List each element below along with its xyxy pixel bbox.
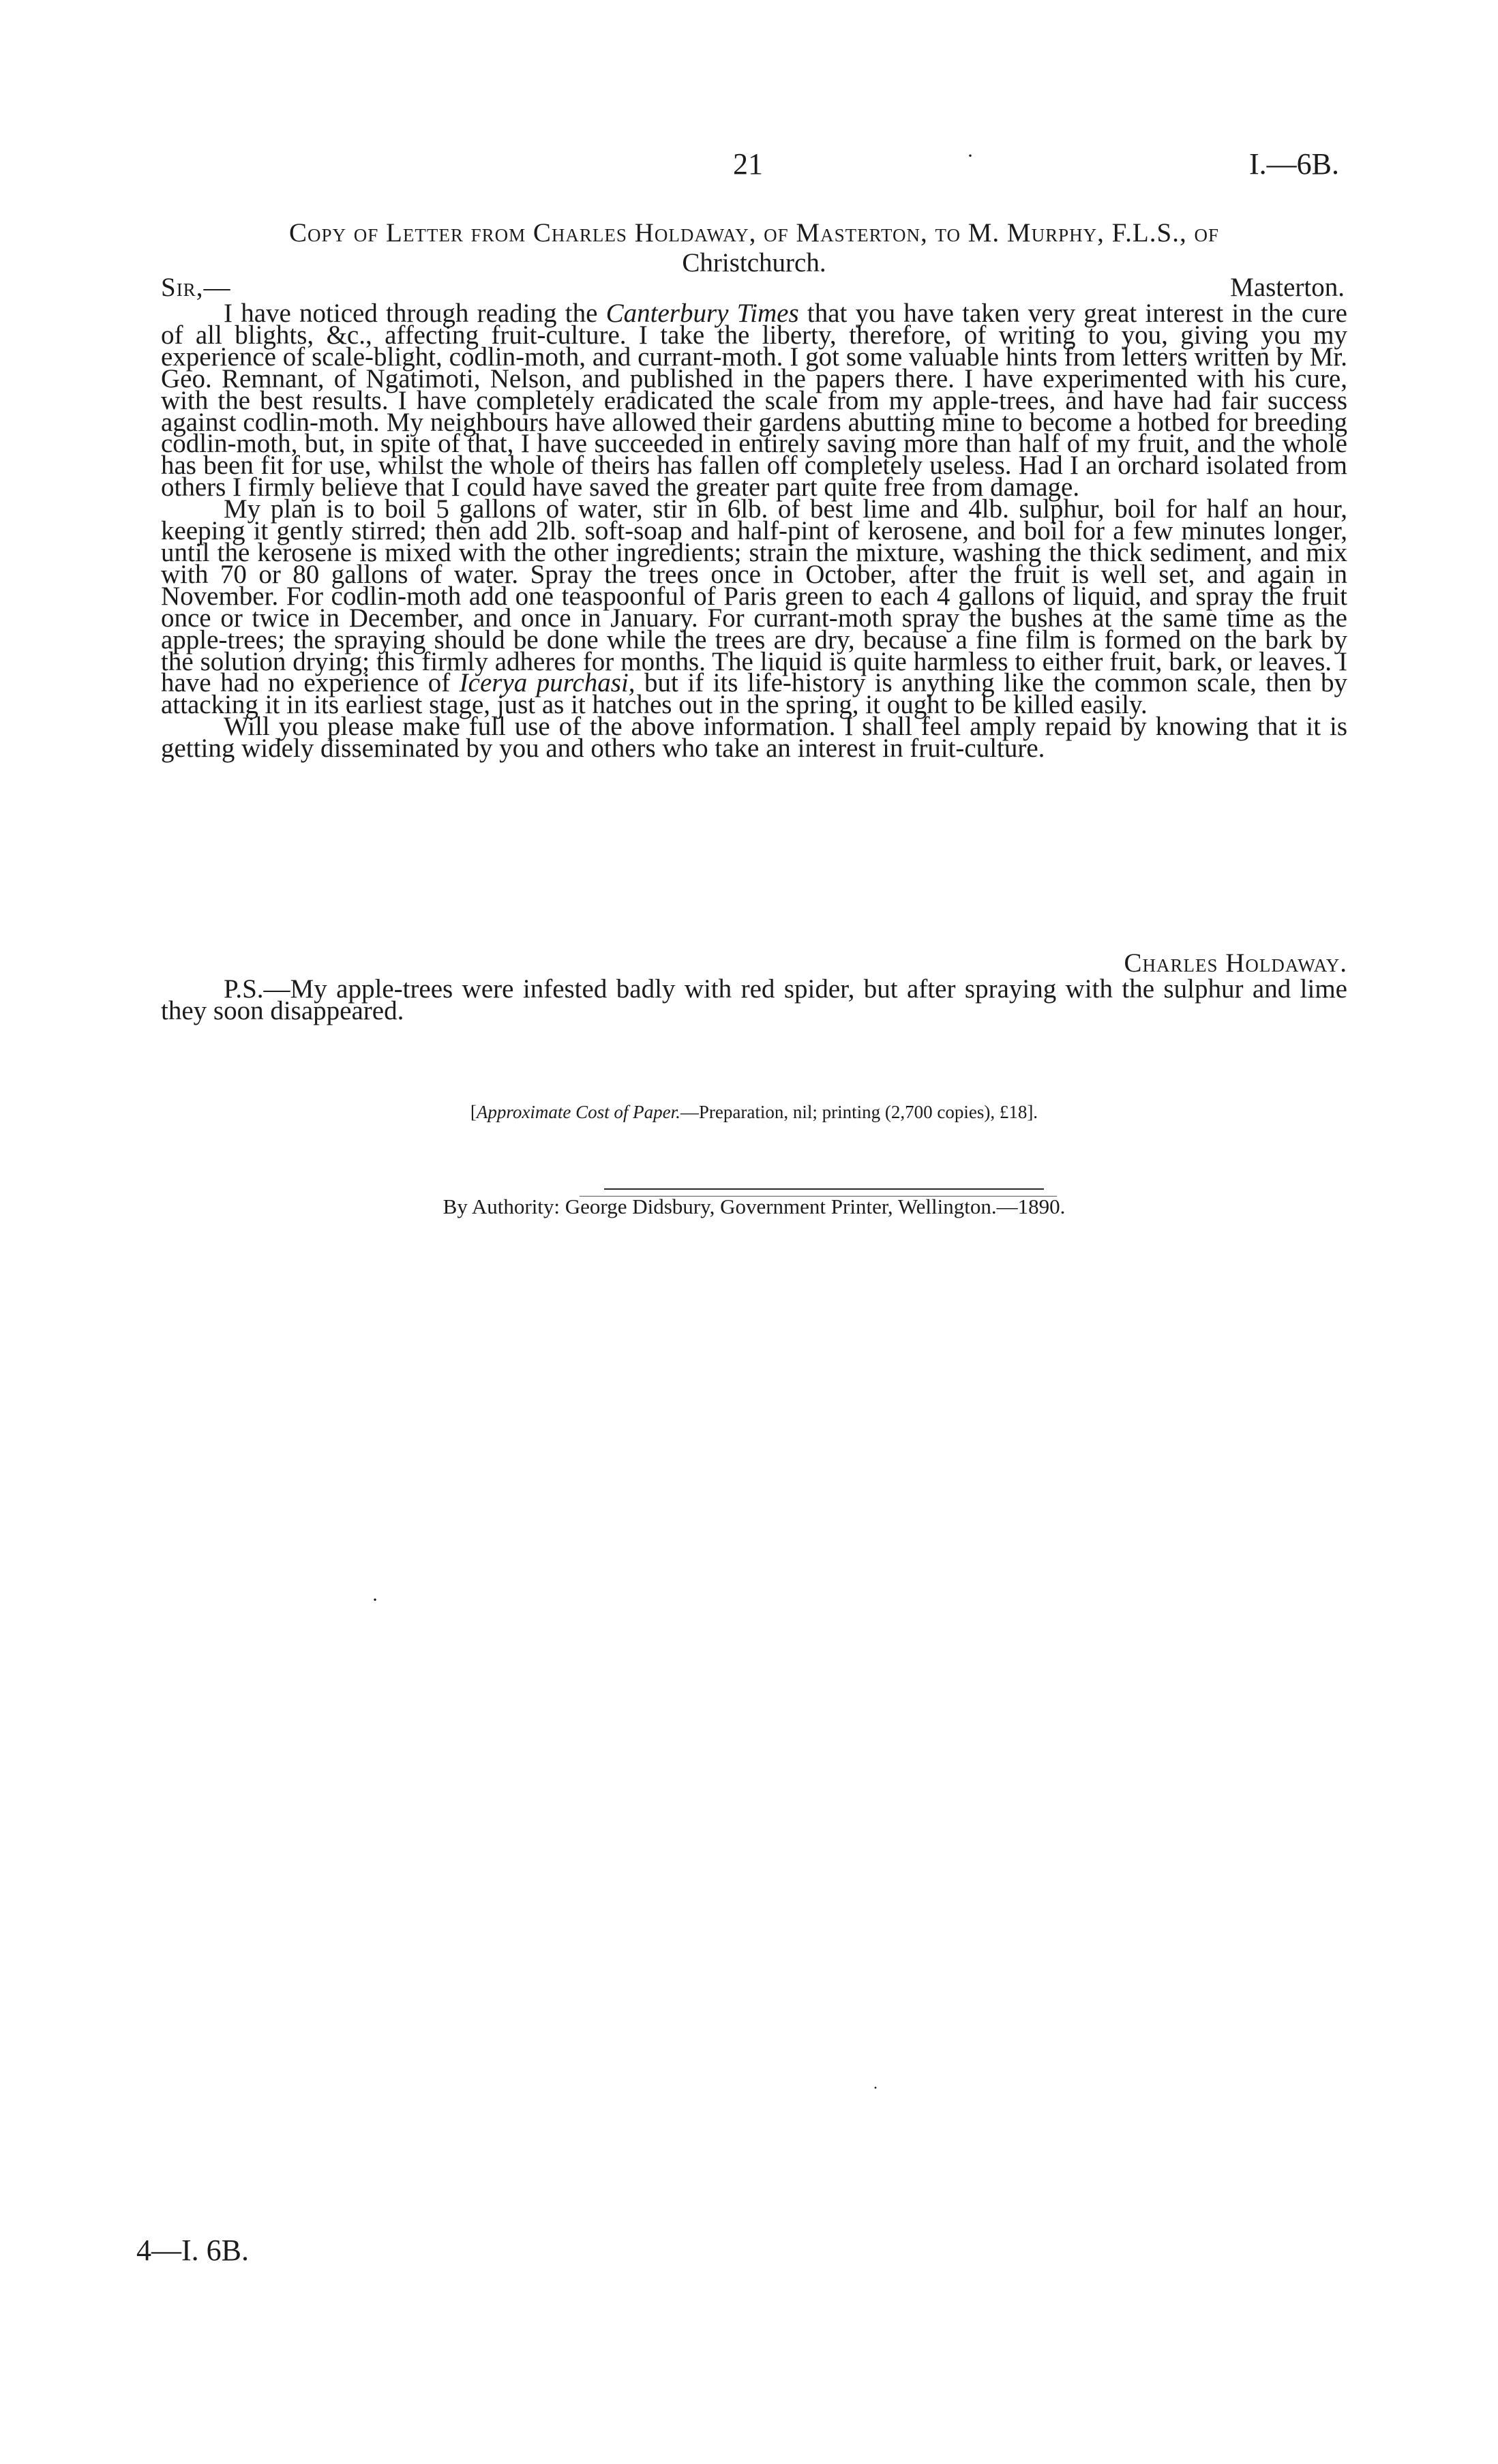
letter-title-line1: Copy of Letter from Charles Holdaway, of Masterton, to M. Murphy, F.L.S., of: [289, 218, 1219, 247]
letter-title-line2: Christchurch.: [682, 248, 826, 277]
printer-imprint: By Authority: George Didsbury, Government Printer, Wellington.—1890.: [443, 1195, 1066, 1218]
letter-paragraph-2: [161, 494, 1347, 720]
letter-paragraph-1: [161, 299, 1347, 502]
print-speck: ·: [372, 1589, 378, 1611]
series-reference: I.—6B.: [1249, 147, 1339, 181]
divider-rule: [604, 1188, 1044, 1190]
p2-text-a: My plan is to boil 5 gallons of water, stir in 6lb. of best lime and 4lb. sulphur, boil for half an hour, keeping it gently stirred; then add 2lb. soft-soap and half-pint of kerosene, and boil for a few minutes longer, until the kerosene is mixed with the other ingredients; strain the mixture, washing the thick sediment, and mix with 70 or 80 gallons of water. Spray the trees once in October, after the fruit is well set, and again in November. For codlin-moth add one teaspoonful of Paris green to each 4 gallons of liquid, and spray the fruit once or twice in December, and once in January. For currant-moth spray the bushes at the same time as the apple-trees; the spraying should be done while the trees are dry, because a fine film is formed on the bark by the solution drying; this firmly adheres for months. The liquid is quite harmless to either fruit, bark, or leaves. I have had no experience of: [161, 494, 1347, 698]
p1-text-b: that you have taken very great interest in the cure of all blights, &c., affecting fruit-culture. I take the liberty, therefore, of writing to you, giving you my experience of scale-blight, codlin-moth, and currant-moth. I got some valuable hints from letters written by Mr. Geo. Remnant, of Ngatimoti, Nelson, and published in the papers there. I have experimented with his cure, with the best results. I have completely eradicated the scale from my apple-trees, and have had fair success against codlin-moth. My neighbours have allowed their gardens abutting mine to become a hotbed for breeding codlin-moth, but, in spite of that, I have succeeded in entirely saving more than half of my fruit, and the whole has been fit for use, whilst the whole of theirs has fallen off completely useless. Had I an orchard isolated from others I firmly believe that I could have saved the greater part quite free from damage.: [161, 299, 1347, 502]
page-number: 21: [733, 147, 763, 181]
letter-title: [161, 218, 1347, 278]
letter-paragraph-3: Will you please make full use of the above information. I shall feel amply repaid by knowing that it is getting widely disseminated by you and others who take an interest in fruit-culture.: [161, 712, 1347, 764]
cost-note-text: —Preparation, nil; printing (2,700 copies), £18].: [680, 1102, 1038, 1122]
salutation: Sir,—: [161, 273, 231, 302]
print-speck: ·: [873, 2079, 878, 2097]
signature-mark: 4—I. 6B.: [136, 2234, 249, 2267]
print-speck: ·: [967, 145, 974, 167]
letter-signature: Charles Holdaway.: [1124, 948, 1347, 978]
letter-place: Masterton.: [1230, 273, 1345, 302]
p2-text-b: but if its life-history is anything like the common scale, then by attacking it in its earliest stage, just as it hatches out in the spring, it ought to be killed easily.: [161, 668, 1347, 720]
species-name: Icerya purchasi,: [459, 668, 635, 698]
cost-note-label: Approximate Cost of Paper.: [476, 1102, 680, 1122]
p1-text-a: I have noticed through reading the: [224, 299, 606, 328]
postscript: P.S.—My apple-trees were infested badly with red spider, but after spraying with the sulphur and lime they soon disappeared.: [161, 974, 1347, 1025]
cost-note-bracket: [: [470, 1102, 477, 1122]
newspaper-name: Canterbury Times: [605, 299, 799, 328]
cost-note: [161, 1102, 1347, 1123]
letter-body: [161, 299, 1347, 764]
